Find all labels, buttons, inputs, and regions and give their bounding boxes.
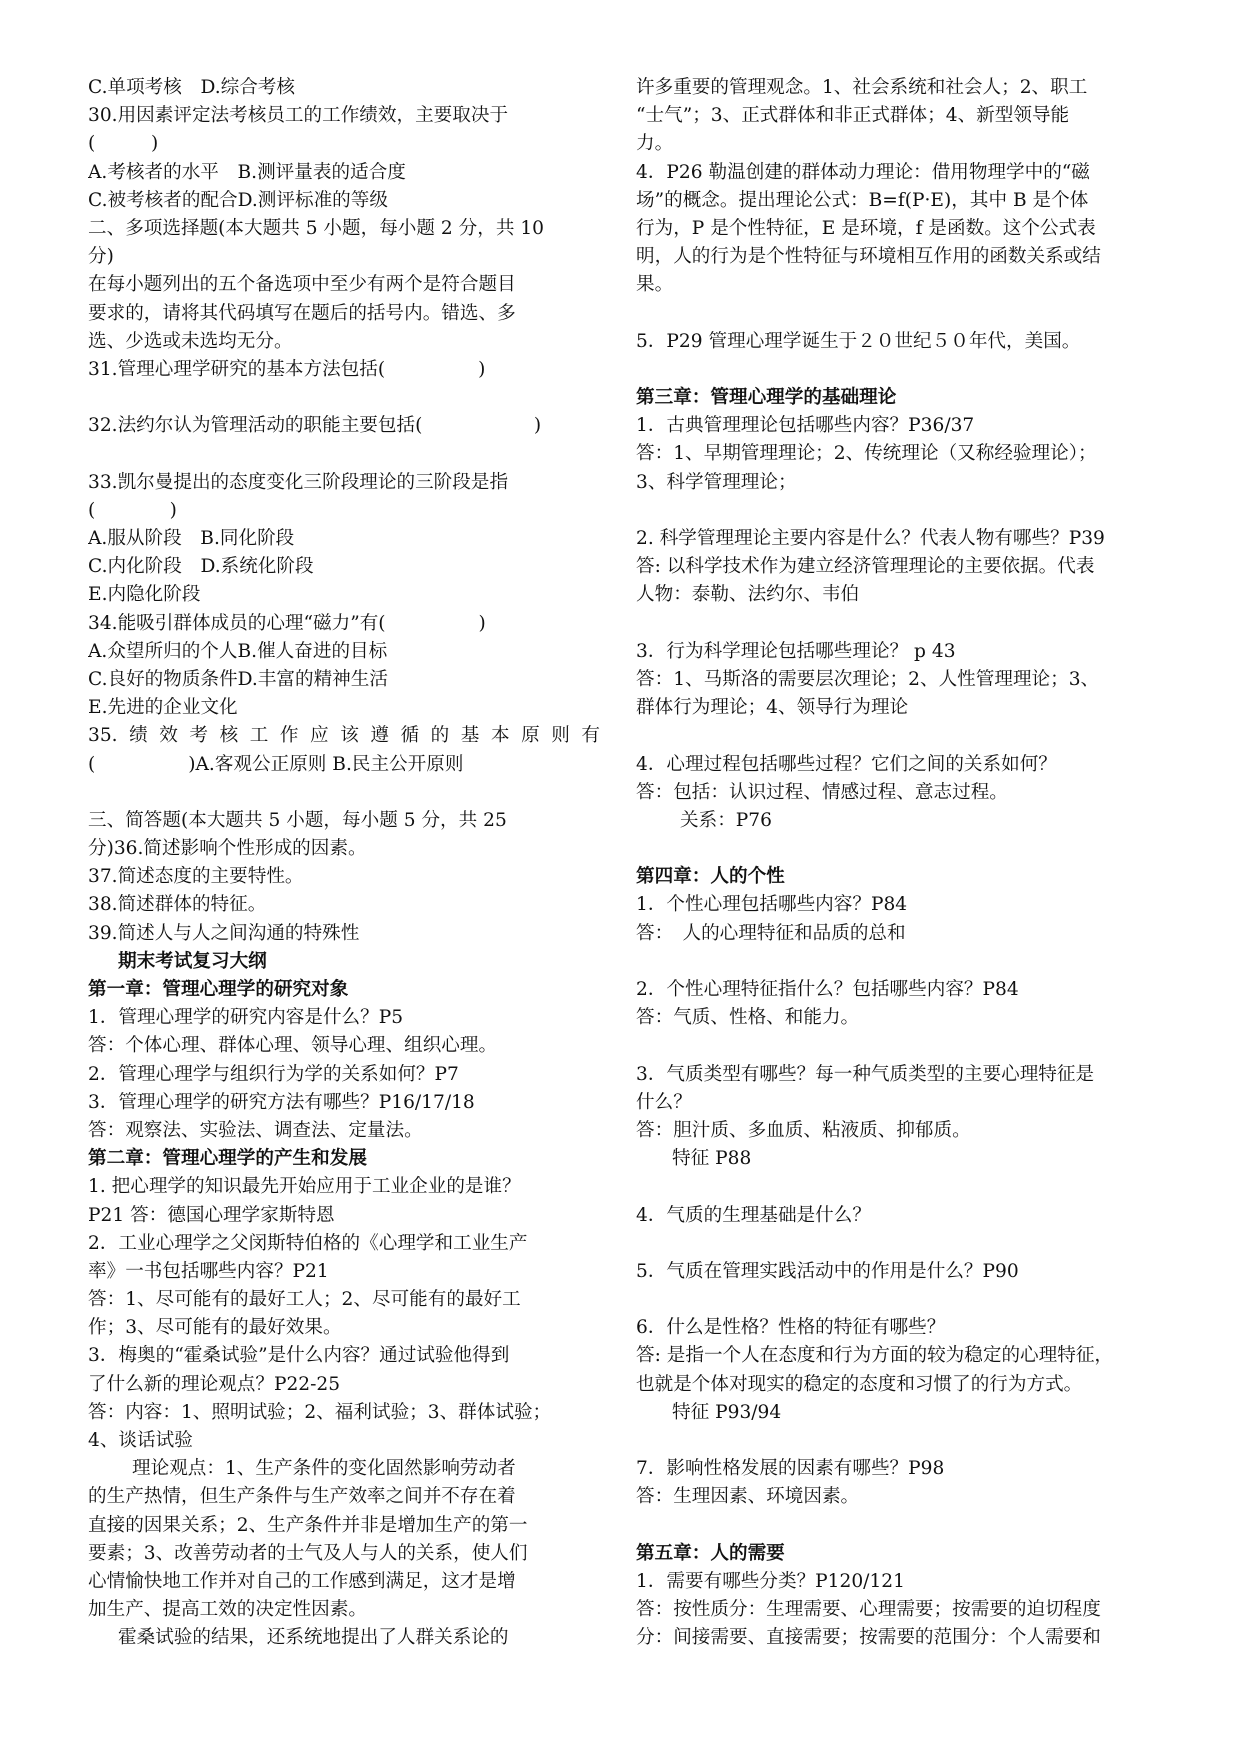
- text-line: 1．管理心理学的研究内容是什么？P5: [88, 1007, 404, 1029]
- text-line: 明，人的行为是个性特征与环境相互作用的函数关系或结: [636, 246, 1101, 268]
- chapter-1-heading: 第一章：管理心理学的研究对象: [88, 979, 349, 1000]
- text-line: 直接的因果关系；2、生产条件并非是增加生产的第一: [88, 1514, 528, 1536]
- question-31: 31.管理心理学研究的基本方法包括( ): [88, 358, 486, 380]
- question-38: 38.简述群体的特征。: [88, 894, 267, 916]
- text-line: 人物：泰勒、法约尔、韦伯: [636, 584, 860, 606]
- text-line: 答：1、早期管理理论；2、传统理论（又称经验理论）；: [636, 443, 1097, 465]
- chapter-3-heading: 第三章：管理心理学的基础理论: [636, 387, 897, 409]
- left-column: [88, 74, 600, 1653]
- text-line: 要求的，请将其代码填写在题后的括号内。错选、多: [88, 302, 516, 324]
- option-line: C.良好的物质条件D.丰富的精神生活: [88, 668, 388, 690]
- question-35: 35.绩效考核工作应该遵循的基本原则有: [88, 725, 600, 747]
- paragraph-start: 霍桑试验的结果，还系统地提出了人群关系论的: [118, 1627, 509, 1649]
- text-line: 7．影响性格发展的因素有哪些？P98: [636, 1458, 945, 1480]
- paragraph-start: 理论观点：1、生产条件的变化固然影响劳动者: [132, 1458, 516, 1480]
- chapter-4-heading: 第四章：人的个性: [636, 866, 785, 888]
- text-line: 5．P29 管理心理学诞生于２０世纪５０年代，美国。: [636, 330, 1081, 352]
- text-line: 答：胆汁质、多血质、粘液质、抑郁质。: [636, 1119, 971, 1141]
- text-line: 果。: [636, 274, 674, 296]
- option-line: E.先进的企业文化: [88, 697, 238, 719]
- text-line: 答: 是指一个人在态度和行为方面的较为稳定的心理特征，: [636, 1345, 1114, 1367]
- text-line: 5．气质在管理实践活动中的作用是什么？P90: [636, 1260, 1019, 1282]
- text-line: 答：1、马斯洛的需要层次理论；2、人性管理理论；3、: [636, 668, 1100, 690]
- blank-line: [636, 1230, 1176, 1258]
- option-line: A.服从阶段 B.同化阶段: [88, 528, 295, 549]
- text-line: 答：气质、性格、和能力。: [636, 1007, 860, 1029]
- question-32: 32.法约尔认为管理活动的职能主要包括( ): [88, 415, 542, 437]
- chapter-5-heading: 第五章：人的需要: [636, 1542, 785, 1564]
- text-line: 什么？: [636, 1091, 692, 1113]
- text-line: 关系：P76: [680, 809, 772, 831]
- right-column: [636, 74, 1176, 1653]
- text-line: 行为，P 是个性特征，E 是环境，f 是函数。这个公式表: [636, 217, 1096, 239]
- blank-line: [636, 835, 1176, 863]
- text-line: C.单项考核 D.综合考核: [88, 77, 295, 98]
- text-line: 答：按性质分：生理需要、心理需要；按需要的迫切程度: [636, 1599, 1101, 1621]
- text-line: 1. 把心理学的知识最先开始应用于工业企业的是谁？: [88, 1176, 521, 1198]
- text-line: 6．什么是性格？性格的特征有哪些？: [636, 1317, 946, 1339]
- option-line: E.内隐化阶段: [88, 584, 201, 606]
- blank-line: [636, 1427, 1176, 1455]
- text-line: 3．气质类型有哪些？每一种气质类型的主要心理特征是: [636, 1063, 1095, 1085]
- option-line: C.内化阶段 D.系统化阶段: [88, 556, 314, 578]
- text-line: 3．梅奥的“霍桑试验”是什么内容？通过试验他得到: [88, 1345, 510, 1367]
- text-line: 分): [88, 246, 114, 268]
- blank-line: [636, 1032, 1176, 1060]
- option-line: ( )A.客观公正原则 B.民主公开原则: [88, 753, 464, 775]
- chapter-2-heading: 第二章：管理心理学的产生和发展: [88, 1148, 367, 1170]
- text-line: 4．P26 勒温创建的群体动力理论：借用物理学中的“磁: [636, 161, 1090, 183]
- blank-line: [636, 948, 1176, 976]
- text-line: 的生产热情，但生产条件与生产效率之间并不存在着: [88, 1486, 516, 1508]
- text-line: C.被考核者的配合D.测评标准的等级: [88, 189, 388, 211]
- text-line: 2．个性心理特征指什么？包括哪些内容？P84: [636, 979, 1019, 1000]
- text-line: 答：观察法、实验法、调查法、定量法。: [88, 1119, 423, 1141]
- text-line: 特征 P93/94: [672, 1401, 782, 1423]
- text-line: P21 答：德国心理学家斯特恩: [88, 1204, 335, 1226]
- text-line: 答：个体心理、群体心理、领导心理、组织心理。: [88, 1035, 498, 1057]
- text-line: 作；3、尽可能有的最好效果。: [88, 1317, 342, 1339]
- text-line: 答： 人的心理特征和品质的总和: [636, 922, 906, 944]
- question-34: 34.能吸引群体成员的心理“磁力”有( ): [88, 612, 486, 634]
- text-line: 1．古典管理理论包括哪些内容？P36/37: [636, 415, 975, 437]
- text-line: 分：间接需要、直接需要；按需要的范围分：个人需要和: [636, 1627, 1101, 1649]
- question-33: 33.凯尔曼提出的态度变化三阶段理论的三阶段是指: [88, 471, 509, 493]
- blank-line: [636, 1286, 1176, 1314]
- text-line: 30.用因素评定法考核员工的工作绩效，主要取决于: [88, 105, 509, 127]
- text-line: 场”的概念。提出理论公式：B=f(P·E)，其中 B 是个体: [636, 189, 1089, 211]
- blank-line: [636, 497, 1176, 525]
- blank-line: [636, 356, 1176, 384]
- text-line: 加生产、提高工效的决定性因素。: [88, 1599, 367, 1621]
- text-line: 3、科学管理理论；: [636, 471, 797, 493]
- text-line: 答：内容：1、照明试验；2、福利试验；3、群体试验；: [88, 1401, 552, 1423]
- blank-line: [636, 1173, 1176, 1201]
- blank-line: [636, 300, 1176, 328]
- text-line: 1．个性心理包括哪些内容？P84: [636, 894, 908, 916]
- text-line: 特征 P88: [672, 1148, 752, 1170]
- text-line: ( ): [88, 133, 159, 155]
- blank-line: [88, 779, 600, 807]
- section-heading: 三、简答题(本大题共 5 小题，每小题 5 分，共 25: [88, 809, 507, 831]
- text-line: 了什么新的理论观点？P22-25: [88, 1373, 341, 1395]
- text-line: 力。: [636, 133, 674, 155]
- text-line: 2. 科学管理理论主要内容是什么？代表人物有哪些？P39: [636, 528, 1105, 549]
- blank-line: [636, 1512, 1176, 1540]
- text-line: “士气”；3、正式群体和非正式群体；4、新型领导能: [636, 105, 1070, 127]
- text-line: 答：包括：认识过程、情感过程、意志过程。: [636, 781, 1008, 803]
- text-line: 4、谈话试验: [88, 1430, 193, 1451]
- blank-line: [636, 610, 1176, 638]
- text-line: 答：1、尽可能有的最好工人；2、尽可能有的最好工: [88, 1289, 521, 1311]
- text-line: 4．气质的生理基础是什么？: [636, 1204, 871, 1226]
- blank-line: [88, 440, 600, 468]
- text-line: 也就是个体对现实的稳定的态度和习惯了的行为方式。: [636, 1373, 1083, 1395]
- text-line: 许多重要的管理观念。1、社会系统和社会人；2、职工: [636, 77, 1088, 98]
- outline-title: 期末考试复习大纲: [118, 950, 267, 972]
- section-heading: 二、多项选择题(本大题共 5 小题，每小题 2 分，共 10: [88, 217, 545, 239]
- question-36: 分)36.简述影响个性形成的因素。: [88, 838, 367, 860]
- option-line: A.众望所归的个人B.催人奋进的目标: [88, 640, 388, 662]
- text-line: 1．需要有哪些分类？P120/121: [636, 1570, 905, 1592]
- text-line: 3．管理心理学的研究方法有哪些？P16/17/18: [88, 1091, 475, 1113]
- text-line: ( ): [88, 499, 177, 521]
- text-line: 心情愉快地工作并对自己的工作感到满足，这才是增: [88, 1570, 516, 1592]
- text-line: 4．心理过程包括哪些过程？它们之间的关系如何？: [636, 753, 1057, 775]
- text-line: 在每小题列出的五个备选项中至少有两个是符合题目: [88, 274, 516, 296]
- question-39: 39.简述人与人之间沟通的特殊性: [88, 922, 360, 944]
- text-line: A.考核者的水平 B.测评量表的适合度: [88, 161, 406, 183]
- question-37: 37.简述态度的主要特性。: [88, 866, 304, 888]
- text-line: 3．行为科学理论包括哪些理论？ p 43: [636, 640, 956, 662]
- text-line: 选、少选或未选均无分。: [88, 330, 293, 352]
- text-line: 群体行为理论；4、领导行为理论: [636, 697, 909, 719]
- text-line: 率》一书包括哪些内容？P21: [88, 1260, 329, 1282]
- text-line: 答: 以科学技术作为建立经济管理理论的主要依据。代表: [636, 556, 1095, 578]
- text-line: 要素；3、改善劳动者的士气及人与人的关系，使人们: [88, 1542, 528, 1564]
- text-line: 答：生理因素、环境因素。: [636, 1486, 860, 1508]
- blank-line: [636, 722, 1176, 750]
- text-line: 2．管理心理学与组织行为学的关系如何？P7: [88, 1063, 459, 1085]
- text-line: 2．工业心理学之父闵斯特伯格的《心理学和工业生产: [88, 1232, 528, 1254]
- blank-line: [88, 384, 600, 412]
